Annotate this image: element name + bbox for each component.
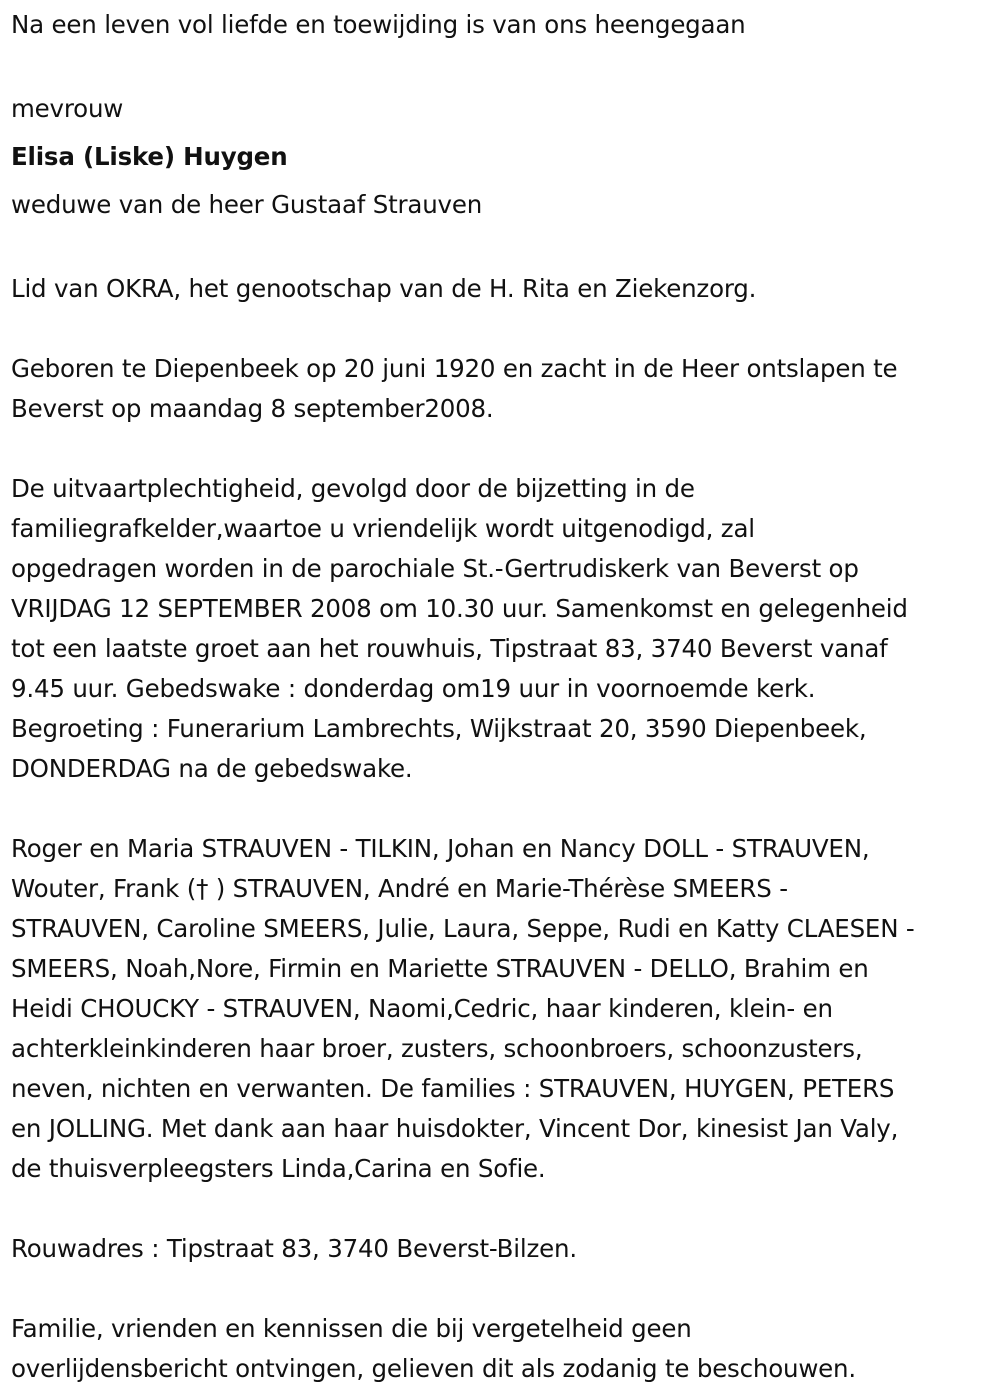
spacer — [11, 1189, 991, 1229]
spouse-line: weduwe van de heer Gustaaf Strauven — [11, 190, 483, 219]
paragraph-line: Beverst op maandag 8 september2008. — [11, 394, 494, 423]
paragraph-line: VRIJDAG 12 SEPTEMBER 2008 om 10.30 uur. Samenkomst en gelegenheid — [11, 594, 908, 623]
paragraph-line: Roger en Maria STRAUVEN - TILKIN, Johan en Nancy DOLL - STRAUVEN, — [11, 834, 870, 863]
deceased-name: Elisa (Liske) Huygen — [11, 142, 288, 171]
spacer — [11, 229, 991, 269]
paragraph-line: Wouter, Frank († ) STRAUVEN, André en Marie-Thérèse SMEERS - — [11, 874, 788, 903]
birth-death-paragraph — [11, 349, 991, 429]
paragraph-line: overlijdensbericht ontvingen, gelieven dit als zodanig te beschouwen. — [11, 1354, 856, 1383]
spacer — [11, 1269, 991, 1309]
paragraph-line: STRAUVEN, Caroline SMEERS, Julie, Laura, Seppe, Rudi en Katty CLAESEN - — [11, 914, 915, 943]
paragraph-line: tot een laatste groet aan het rouwhuis, Tipstraat 83, 3740 Beverst vanaf — [11, 634, 888, 663]
obituary-document — [11, 5, 991, 1389]
paragraph-line: Heidi CHOUCKY - STRAUVEN, Naomi,Cedric, haar kinderen, klein- en — [11, 994, 833, 1023]
paragraph-line: neven, nichten en verwanten. De families : STRAUVEN, HUYGEN, PETERS — [11, 1074, 895, 1103]
paragraph-line: de thuisverpleegsters Linda,Carina en Sofie. — [11, 1154, 546, 1183]
spacer — [11, 45, 991, 85]
paragraph-line: Geboren te Diepenbeek op 20 juni 1920 en zacht in de Heer ontslapen te — [11, 354, 898, 383]
paragraph-line: familiegrafkelder,waartoe u vriendelijk wordt uitgenodigd, zal — [11, 514, 755, 543]
intro-line: Na een leven vol liefde en toewijding is van ons heengegaan — [11, 10, 746, 39]
spacer — [11, 309, 991, 349]
spacer — [11, 429, 991, 469]
paragraph-line: Begroeting : Funerarium Lambrechts, Wijkstraat 20, 3590 Diepenbeek, — [11, 714, 867, 743]
paragraph-line: opgedragen worden in de parochiale St.-Gertrudiskerk van Beverst op — [11, 554, 859, 583]
title-prefix: mevrouw — [11, 94, 124, 123]
paragraph-line: achterkleinkinderen haar broer, zusters, schoonbroers, schoonzusters, — [11, 1034, 863, 1063]
paragraph-line: 9.45 uur. Gebedswake : donderdag om19 uur in voornoemde kerk. — [11, 674, 816, 703]
closing-paragraph — [11, 1309, 991, 1389]
paragraph-line: DONDERDAG na de gebedswake. — [11, 754, 413, 783]
paragraph-line: Familie, vrienden en kennissen die bij vergetelheid geen — [11, 1314, 692, 1343]
ceremony-paragraph — [11, 469, 991, 789]
paragraph-line: en JOLLING. Met dank aan haar huisdokter, Vincent Dor, kinesist Jan Valy, — [11, 1114, 899, 1143]
paragraph-line: SMEERS, Noah,Nore, Firmin en Mariette STRAUVEN - DELLO, Brahim en — [11, 954, 869, 983]
paragraph-line: De uitvaartplechtigheid, gevolgd door de bijzetting in de — [11, 474, 695, 503]
spacer — [11, 789, 991, 829]
address-line: Rouwadres : Tipstraat 83, 3740 Beverst-Bilzen. — [11, 1234, 577, 1263]
membership-line: Lid van OKRA, het genootschap van de H. Rita en Ziekenzorg. — [11, 274, 757, 303]
name-block — [11, 85, 991, 229]
family-paragraph — [11, 829, 991, 1189]
